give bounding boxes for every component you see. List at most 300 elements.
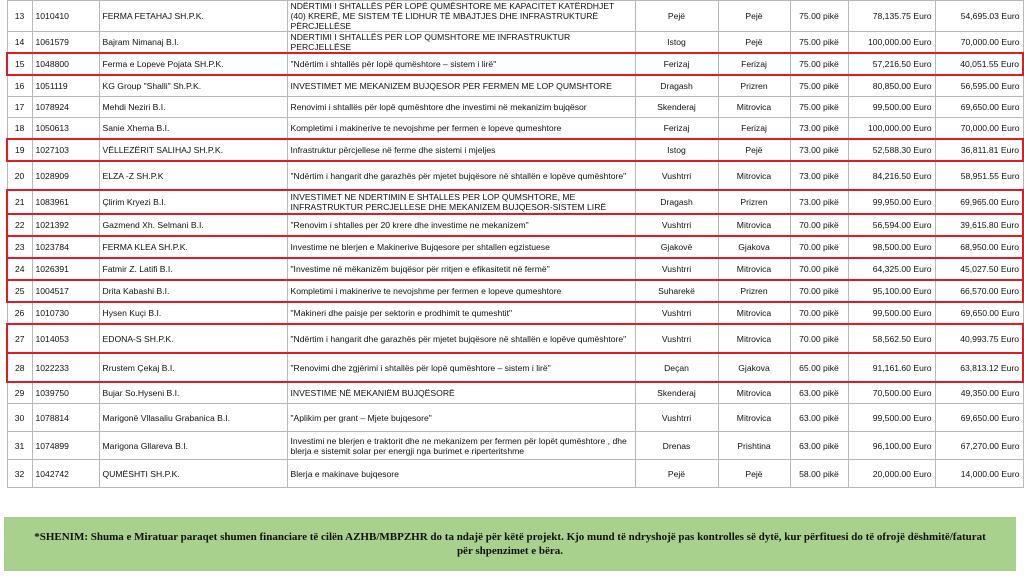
points-cell: [790, 280, 848, 302]
project-title-cell: [287, 53, 635, 75]
approved-amount: 36,811.81 Euro: [960, 145, 1019, 155]
municipality-cell: [635, 75, 718, 97]
note-box: [4, 517, 1016, 571]
table-body: [7, 1, 1023, 488]
points: 75.00 pikë: [799, 102, 839, 112]
application-id-cell: [32, 1, 99, 32]
table-row: [7, 139, 1023, 161]
beneficiary-name-cell: [99, 324, 287, 353]
approved-amount-cell: [935, 118, 1023, 140]
row-number-cell: [7, 118, 32, 140]
row-number-cell: [7, 53, 32, 75]
project-title-cell: [287, 324, 635, 353]
municipality-cell: [635, 161, 718, 190]
beneficiary-name-cell: [99, 53, 287, 75]
row-number: 21: [14, 197, 25, 207]
approved-amount-cell: [935, 161, 1023, 190]
project-title-cell: [287, 460, 635, 488]
total-amount-cell: [848, 32, 935, 54]
points: 75.00 pikë: [799, 81, 839, 91]
approved-amount: 40,993.75 Euro: [960, 333, 1019, 344]
beneficiary-name: Bajram Nimanaj B.I.: [102, 37, 179, 47]
row-number-cell: [7, 236, 32, 258]
points-cell: [790, 382, 848, 404]
row-number-cell: [7, 353, 32, 382]
row-number: 30: [14, 412, 25, 423]
points: 75.00 pikë: [799, 59, 839, 69]
application-id: 1027103: [35, 145, 69, 155]
project-title-cell: [287, 353, 635, 382]
municipality-cell: [635, 460, 718, 488]
total-amount-cell: [848, 97, 935, 118]
application-id-cell: [32, 382, 99, 404]
table-row: [7, 382, 1023, 404]
beneficiary-table: [6, 0, 1024, 488]
application-id: 1051119: [35, 81, 68, 91]
beneficiary-name: FERMA FETAHAJ SH.P.K.: [102, 11, 204, 21]
beneficiary-name-cell: [99, 404, 287, 432]
application-id: 1023784: [35, 242, 69, 252]
points-cell: [790, 75, 848, 97]
approved-amount: 69,650.00 Euro: [960, 412, 1020, 423]
approved-amount-cell: [935, 432, 1023, 460]
application-id-cell: [32, 139, 99, 161]
approved-amount: 69,650.00 Euro: [960, 102, 1020, 112]
beneficiary-name: Ferma e Lopeve Pojata SH.P.K.: [102, 59, 224, 69]
total-amount-cell: [848, 404, 935, 432]
region: Mitrovica: [736, 333, 772, 344]
municipality-cell: [635, 32, 718, 54]
points-cell: [790, 161, 848, 190]
approved-amount-cell: [935, 236, 1023, 258]
table-row: [7, 161, 1023, 190]
table-row: [7, 280, 1023, 302]
total-amount-cell: [848, 353, 935, 382]
row-number-cell: [7, 432, 32, 460]
application-id: 1061579: [35, 37, 69, 47]
application-id: 1010410: [35, 11, 69, 21]
region-cell: [718, 382, 790, 404]
municipality: Deçan: [664, 362, 689, 373]
table-row: [7, 97, 1023, 118]
municipality-cell: [635, 53, 718, 75]
row-number-cell: [7, 382, 32, 404]
municipality: Vushtrri: [661, 264, 692, 274]
region-cell: [718, 460, 790, 488]
region: Mitrovica: [736, 170, 772, 181]
municipality: Dragash: [660, 197, 693, 207]
total-amount-cell: [848, 460, 935, 488]
region-cell: [718, 97, 790, 118]
project-title: "Ndërtim i hangarit dhe garazhës për mjetet bujqësore në shtallën e lopëve qumështore": [290, 170, 627, 181]
municipality: Drenas: [662, 440, 691, 451]
application-id: 1021392: [35, 220, 69, 230]
project-title-cell: [287, 1, 635, 32]
application-id: 1004517: [35, 286, 69, 296]
municipality-cell: [635, 382, 718, 404]
row-number: 26: [14, 308, 25, 318]
project-title: INVESTIMET NE NDERTIMIN E SHTALLES PER LOP QUMSHTORE, ME INFRASTRUKTUR PERCJELLESE DHE MEKANIZEM BUJQESOR-SISTEM LIRË: [290, 192, 607, 212]
row-number: 23: [14, 242, 25, 252]
region-cell: [718, 432, 790, 460]
beneficiary-name-cell: [99, 302, 287, 324]
approved-amount: 70,000.00 Euro: [960, 123, 1020, 133]
points-cell: [790, 1, 848, 32]
row-number-cell: [7, 404, 32, 432]
municipality: Ferizaj: [663, 123, 690, 133]
approved-amount-cell: [935, 258, 1023, 280]
region-cell: [718, 214, 790, 236]
application-id: 1083961: [35, 197, 69, 207]
municipality-cell: [635, 404, 718, 432]
municipality: Vushtrri: [661, 170, 692, 181]
region: Prizren: [740, 81, 768, 91]
municipality-cell: [635, 1, 718, 32]
approved-amount-cell: [935, 190, 1023, 214]
points: 65.00 pikë: [799, 362, 839, 373]
project-title-cell: [287, 190, 635, 214]
points: 75.00 pikë: [799, 37, 839, 47]
beneficiary-name: Rrustem Çekaj B.I.: [102, 362, 175, 373]
points: 70.00 pikë: [799, 333, 839, 344]
points: 73.00 pikë: [799, 170, 839, 181]
approved-amount: 49,350.00 Euro: [960, 388, 1020, 398]
table-row: [7, 32, 1023, 54]
total-amount: 100,000.00 Euro: [867, 37, 932, 47]
points: 63.00 pikë: [799, 440, 839, 451]
project-title: "Ndërtim i shtallës për lopë qumështore – sistem i lirë": [290, 59, 497, 69]
row-number-cell: [7, 1, 32, 32]
region: Pejë: [745, 468, 763, 479]
total-amount-cell: [848, 190, 935, 214]
municipality: Gjakovë: [660, 242, 693, 252]
points-cell: [790, 404, 848, 432]
row-number: 31: [14, 440, 25, 451]
row-number-cell: [7, 324, 32, 353]
total-amount-cell: [848, 324, 935, 353]
approved-amount-cell: [935, 75, 1023, 97]
region: Mitrovica: [736, 308, 772, 318]
points-cell: [790, 460, 848, 488]
approved-amount-cell: [935, 139, 1023, 161]
table-row: [7, 190, 1023, 214]
application-id-cell: [32, 97, 99, 118]
project-title: "Renovim i shtalles per 20 krere dhe investime ne mekanizem": [290, 220, 529, 230]
application-id: 1078924: [35, 102, 69, 112]
municipality: Vushtrri: [661, 333, 692, 344]
total-amount-cell: [848, 302, 935, 324]
approved-amount: 14,000.00 Euro: [960, 468, 1020, 479]
row-number-cell: [7, 75, 32, 97]
beneficiary-name-cell: [99, 190, 287, 214]
approved-amount-cell: [935, 1, 1023, 32]
region-cell: [718, 1, 790, 32]
municipality-cell: [635, 280, 718, 302]
region: Mitrovica: [736, 264, 772, 274]
beneficiary-name-cell: [99, 236, 287, 258]
application-id-cell: [32, 404, 99, 432]
points-cell: [790, 236, 848, 258]
approved-amount-cell: [935, 404, 1023, 432]
beneficiary-name-cell: [99, 32, 287, 54]
beneficiary-name: QUMËSHTI SH.P.K.: [102, 468, 180, 479]
total-amount-cell: [848, 382, 935, 404]
project-title: Investime ne blerjen e Makinerive Bujqesore per shtallen egzistuese: [290, 242, 550, 252]
beneficiary-name: Marigona Gllareva B.I.: [102, 440, 188, 451]
approved-amount-cell: [935, 302, 1023, 324]
row-number-cell: [7, 161, 32, 190]
region: Mitrovica: [736, 412, 772, 423]
total-amount-cell: [848, 139, 935, 161]
points: 70.00 pikë: [799, 308, 839, 318]
total-amount-cell: [848, 53, 935, 75]
region-cell: [718, 53, 790, 75]
region: Mitrovica: [736, 220, 772, 230]
approved-amount: 68,950.00 Euro: [960, 242, 1019, 252]
application-id-cell: [32, 161, 99, 190]
beneficiary-name: EDONA-S SH.P.K.: [102, 333, 174, 344]
application-id: 1074899: [35, 440, 69, 451]
project-title: "Investime në mëkanizëm bujqësor për rritjen e efikasitetit në fermë": [290, 264, 550, 274]
points-cell: [790, 302, 848, 324]
total-amount: 78,135.75 Euro: [872, 11, 932, 21]
points-cell: [790, 190, 848, 214]
approved-amount: 56,595.00 Euro: [960, 81, 1020, 91]
total-amount: 96,100.00 Euro: [872, 440, 932, 451]
table-row: [7, 118, 1023, 140]
municipality-cell: [635, 236, 718, 258]
municipality-cell: [635, 258, 718, 280]
beneficiary-name-cell: [99, 432, 287, 460]
points-cell: [790, 432, 848, 460]
project-title: INVESTIME NË MEKANIËM BUJQËSORË: [290, 388, 455, 398]
application-id-cell: [32, 236, 99, 258]
beneficiary-name: KG Group "Shalli" Sh.P.K.: [102, 81, 202, 91]
municipality-cell: [635, 214, 718, 236]
project-title: "Ndërtim i hangarit dhe garazhës për mjetet bujqësore në shtallën e lopëve qumështore": [290, 333, 627, 344]
points: 75.00 pikë: [799, 11, 839, 21]
approved-amount: 40,051.55 Euro: [960, 59, 1019, 69]
beneficiary-name-cell: [99, 214, 287, 236]
total-amount: 91,161.60 Euro: [872, 362, 932, 373]
approved-amount: 58,951.55 Euro: [960, 170, 1020, 181]
total-amount: 99,500.00 Euro: [872, 412, 932, 423]
note-text: *SHENIM: Shuma e Miratuar paraqet shumen financiare të cilën AZHB/MBPZHR do ta ndajë për këtë projekt. Kjo mund të ndryshojë pas kontrolles së dytë, kur përfituesi do të ofrojë dëshmitë/faturat për shpenzimet e bëra.: [34, 531, 986, 557]
total-amount-cell: [848, 258, 935, 280]
total-amount-cell: [848, 118, 935, 140]
beneficiary-name-cell: [99, 161, 287, 190]
beneficiary-name-cell: [99, 382, 287, 404]
approved-amount: 63,813.12 Euro: [960, 362, 1019, 373]
municipality: Vushtrri: [661, 308, 692, 318]
points-cell: [790, 139, 848, 161]
row-number-cell: [7, 97, 32, 118]
total-amount-cell: [848, 161, 935, 190]
region-cell: [718, 236, 790, 258]
beneficiary-name-cell: [99, 139, 287, 161]
points-cell: [790, 53, 848, 75]
beneficiary-name: Fatmir Z. Latifi B.I.: [102, 264, 173, 274]
total-amount-cell: [848, 75, 935, 97]
approved-amount: 54,695.03 Euro: [960, 11, 1020, 21]
row-number-cell: [7, 280, 32, 302]
region: Gjakova: [738, 362, 770, 373]
approved-amount-cell: [935, 382, 1023, 404]
row-number: 17: [14, 102, 25, 112]
total-amount: 56,594.00 Euro: [872, 220, 932, 230]
table-row: [7, 324, 1023, 353]
application-id: 1026391: [35, 264, 69, 274]
total-amount: 20,000.00 Euro: [872, 468, 932, 479]
beneficiary-name: Çlirim Kryezi B.I.: [102, 197, 167, 207]
project-title: Kompletimi i makinerive te nevojshme per fermen e lopeve qumeshtore: [290, 123, 562, 133]
table-row: [7, 404, 1023, 432]
total-amount-cell: [848, 1, 935, 32]
municipality-cell: [635, 139, 718, 161]
application-id-cell: [32, 460, 99, 488]
application-id-cell: [32, 302, 99, 324]
approved-amount: 69,965.00 Euro: [960, 197, 1019, 207]
region-cell: [718, 404, 790, 432]
row-number-cell: [7, 190, 32, 214]
municipality: Istog: [667, 145, 686, 155]
points: 63.00 pikë: [799, 412, 839, 423]
row-number: 16: [14, 81, 25, 91]
municipality-cell: [635, 353, 718, 382]
application-id-cell: [32, 32, 99, 54]
beneficiary-name-cell: [99, 460, 287, 488]
total-amount-cell: [848, 236, 935, 258]
application-id: 1014053: [35, 333, 69, 344]
municipality: Istog: [667, 37, 686, 47]
total-amount: 64,325.00 Euro: [872, 264, 932, 274]
municipality-cell: [635, 302, 718, 324]
row-number: 22: [14, 220, 25, 230]
project-title: Kompletimi i makinerive te nevojshme per fermen e lopeve qumeshtore: [290, 286, 562, 296]
application-id: 1042742: [35, 468, 69, 479]
project-title-cell: [287, 302, 635, 324]
total-amount: 84,216.50 Euro: [872, 170, 932, 181]
region-cell: [718, 161, 790, 190]
approved-amount: 45,027.50 Euro: [960, 264, 1019, 274]
project-title: "Renovimi dhe zgjërimi i shtallës për lopë qumështore – sistem i lirë": [290, 362, 551, 373]
table-row: [7, 302, 1023, 324]
region: Mitrovica: [736, 388, 772, 398]
application-id-cell: [32, 280, 99, 302]
region: Gjakova: [738, 242, 770, 252]
region: Ferizaj: [741, 59, 767, 69]
region-cell: [718, 118, 790, 140]
row-number: 29: [14, 388, 25, 398]
total-amount-cell: [848, 432, 935, 460]
beneficiary-name: Marigonë Vllasaliu Grabanica B.I.: [102, 412, 231, 423]
region: Pejë: [745, 11, 763, 21]
application-id-cell: [32, 324, 99, 353]
project-title-cell: [287, 118, 635, 140]
table-row: [7, 214, 1023, 236]
approved-amount: 39,615.80 Euro: [960, 220, 1019, 230]
application-id: 1078814: [35, 412, 69, 423]
total-amount: 98,500.00 Euro: [872, 242, 932, 252]
points: 58.00 pikë: [799, 468, 839, 479]
region: Pejë: [745, 37, 763, 47]
region-cell: [718, 302, 790, 324]
points-cell: [790, 258, 848, 280]
application-id-cell: [32, 75, 99, 97]
approved-amount-cell: [935, 53, 1023, 75]
application-id-cell: [32, 53, 99, 75]
beneficiary-name: Bujar So.Hyseni B.I.: [102, 388, 180, 398]
table-row: [7, 432, 1023, 460]
row-number: 14: [14, 37, 25, 47]
region-cell: [718, 139, 790, 161]
beneficiary-name: ELZA -Z SH.P.K: [102, 170, 164, 181]
table-row: [7, 75, 1023, 97]
beneficiary-name: Hysen Kuçi B.I.: [102, 308, 162, 318]
points-cell: [790, 214, 848, 236]
row-number: 20: [14, 170, 25, 181]
total-amount: 99,500.00 Euro: [872, 102, 932, 112]
row-number: 32: [14, 468, 25, 479]
points: 73.00 pikë: [799, 145, 839, 155]
municipality-cell: [635, 190, 718, 214]
project-title: Investimi ne blerjen e traktorit dhe ne mekanizem per fermen për lopët qumështore , dhe blerja e sistemit solar per energji nga burimet e riperteritshme: [290, 435, 627, 456]
beneficiary-name: Gazmend Xh. Selmani B.I.: [102, 220, 204, 230]
approved-amount: 67,270.00 Euro: [960, 440, 1020, 451]
project-title-cell: [287, 236, 635, 258]
total-amount: 57,216.50 Euro: [872, 59, 932, 69]
project-title-cell: [287, 258, 635, 280]
points: 73.00 pikë: [799, 197, 839, 207]
approved-amount-cell: [935, 214, 1023, 236]
region: Prizren: [740, 286, 768, 296]
total-amount-cell: [848, 280, 935, 302]
municipality: Dragash: [660, 81, 693, 91]
approved-amount: 69,650.00 Euro: [960, 308, 1020, 318]
region-cell: [718, 75, 790, 97]
project-title-cell: [287, 139, 635, 161]
beneficiary-name-cell: [99, 75, 287, 97]
beneficiary-name: FERMA KLEA SH.P.K.: [102, 242, 188, 252]
beneficiary-name-cell: [99, 258, 287, 280]
application-id-cell: [32, 258, 99, 280]
region-cell: [718, 32, 790, 54]
table-row: [7, 460, 1023, 488]
approved-amount: 66,570.00 Euro: [960, 286, 1019, 296]
beneficiary-name-cell: [99, 118, 287, 140]
municipality: Vushtrri: [661, 220, 692, 230]
project-title-cell: [287, 75, 635, 97]
row-number: 25: [14, 286, 25, 296]
application-id: 1050613: [35, 123, 69, 133]
table-row: [7, 353, 1023, 382]
application-id-cell: [32, 118, 99, 140]
row-number: 27: [14, 333, 25, 344]
project-title-cell: [287, 97, 635, 118]
total-amount: 58,562.50 Euro: [872, 333, 932, 344]
row-number-cell: [7, 139, 32, 161]
project-title-cell: [287, 280, 635, 302]
municipality: Ferizaj: [663, 59, 690, 69]
municipality-cell: [635, 97, 718, 118]
project-title: Infrastruktur përcjellese në ferme dhe sistemi i mjeljes: [290, 145, 496, 155]
application-id: 1010730: [35, 308, 69, 318]
application-id: 1028909: [35, 170, 69, 181]
table-row: [7, 258, 1023, 280]
application-id: 1048800: [35, 59, 69, 69]
project-title: "Aplikim per grant – Mjete bujqesore": [290, 412, 432, 423]
beneficiary-table-container: [6, 0, 1022, 488]
